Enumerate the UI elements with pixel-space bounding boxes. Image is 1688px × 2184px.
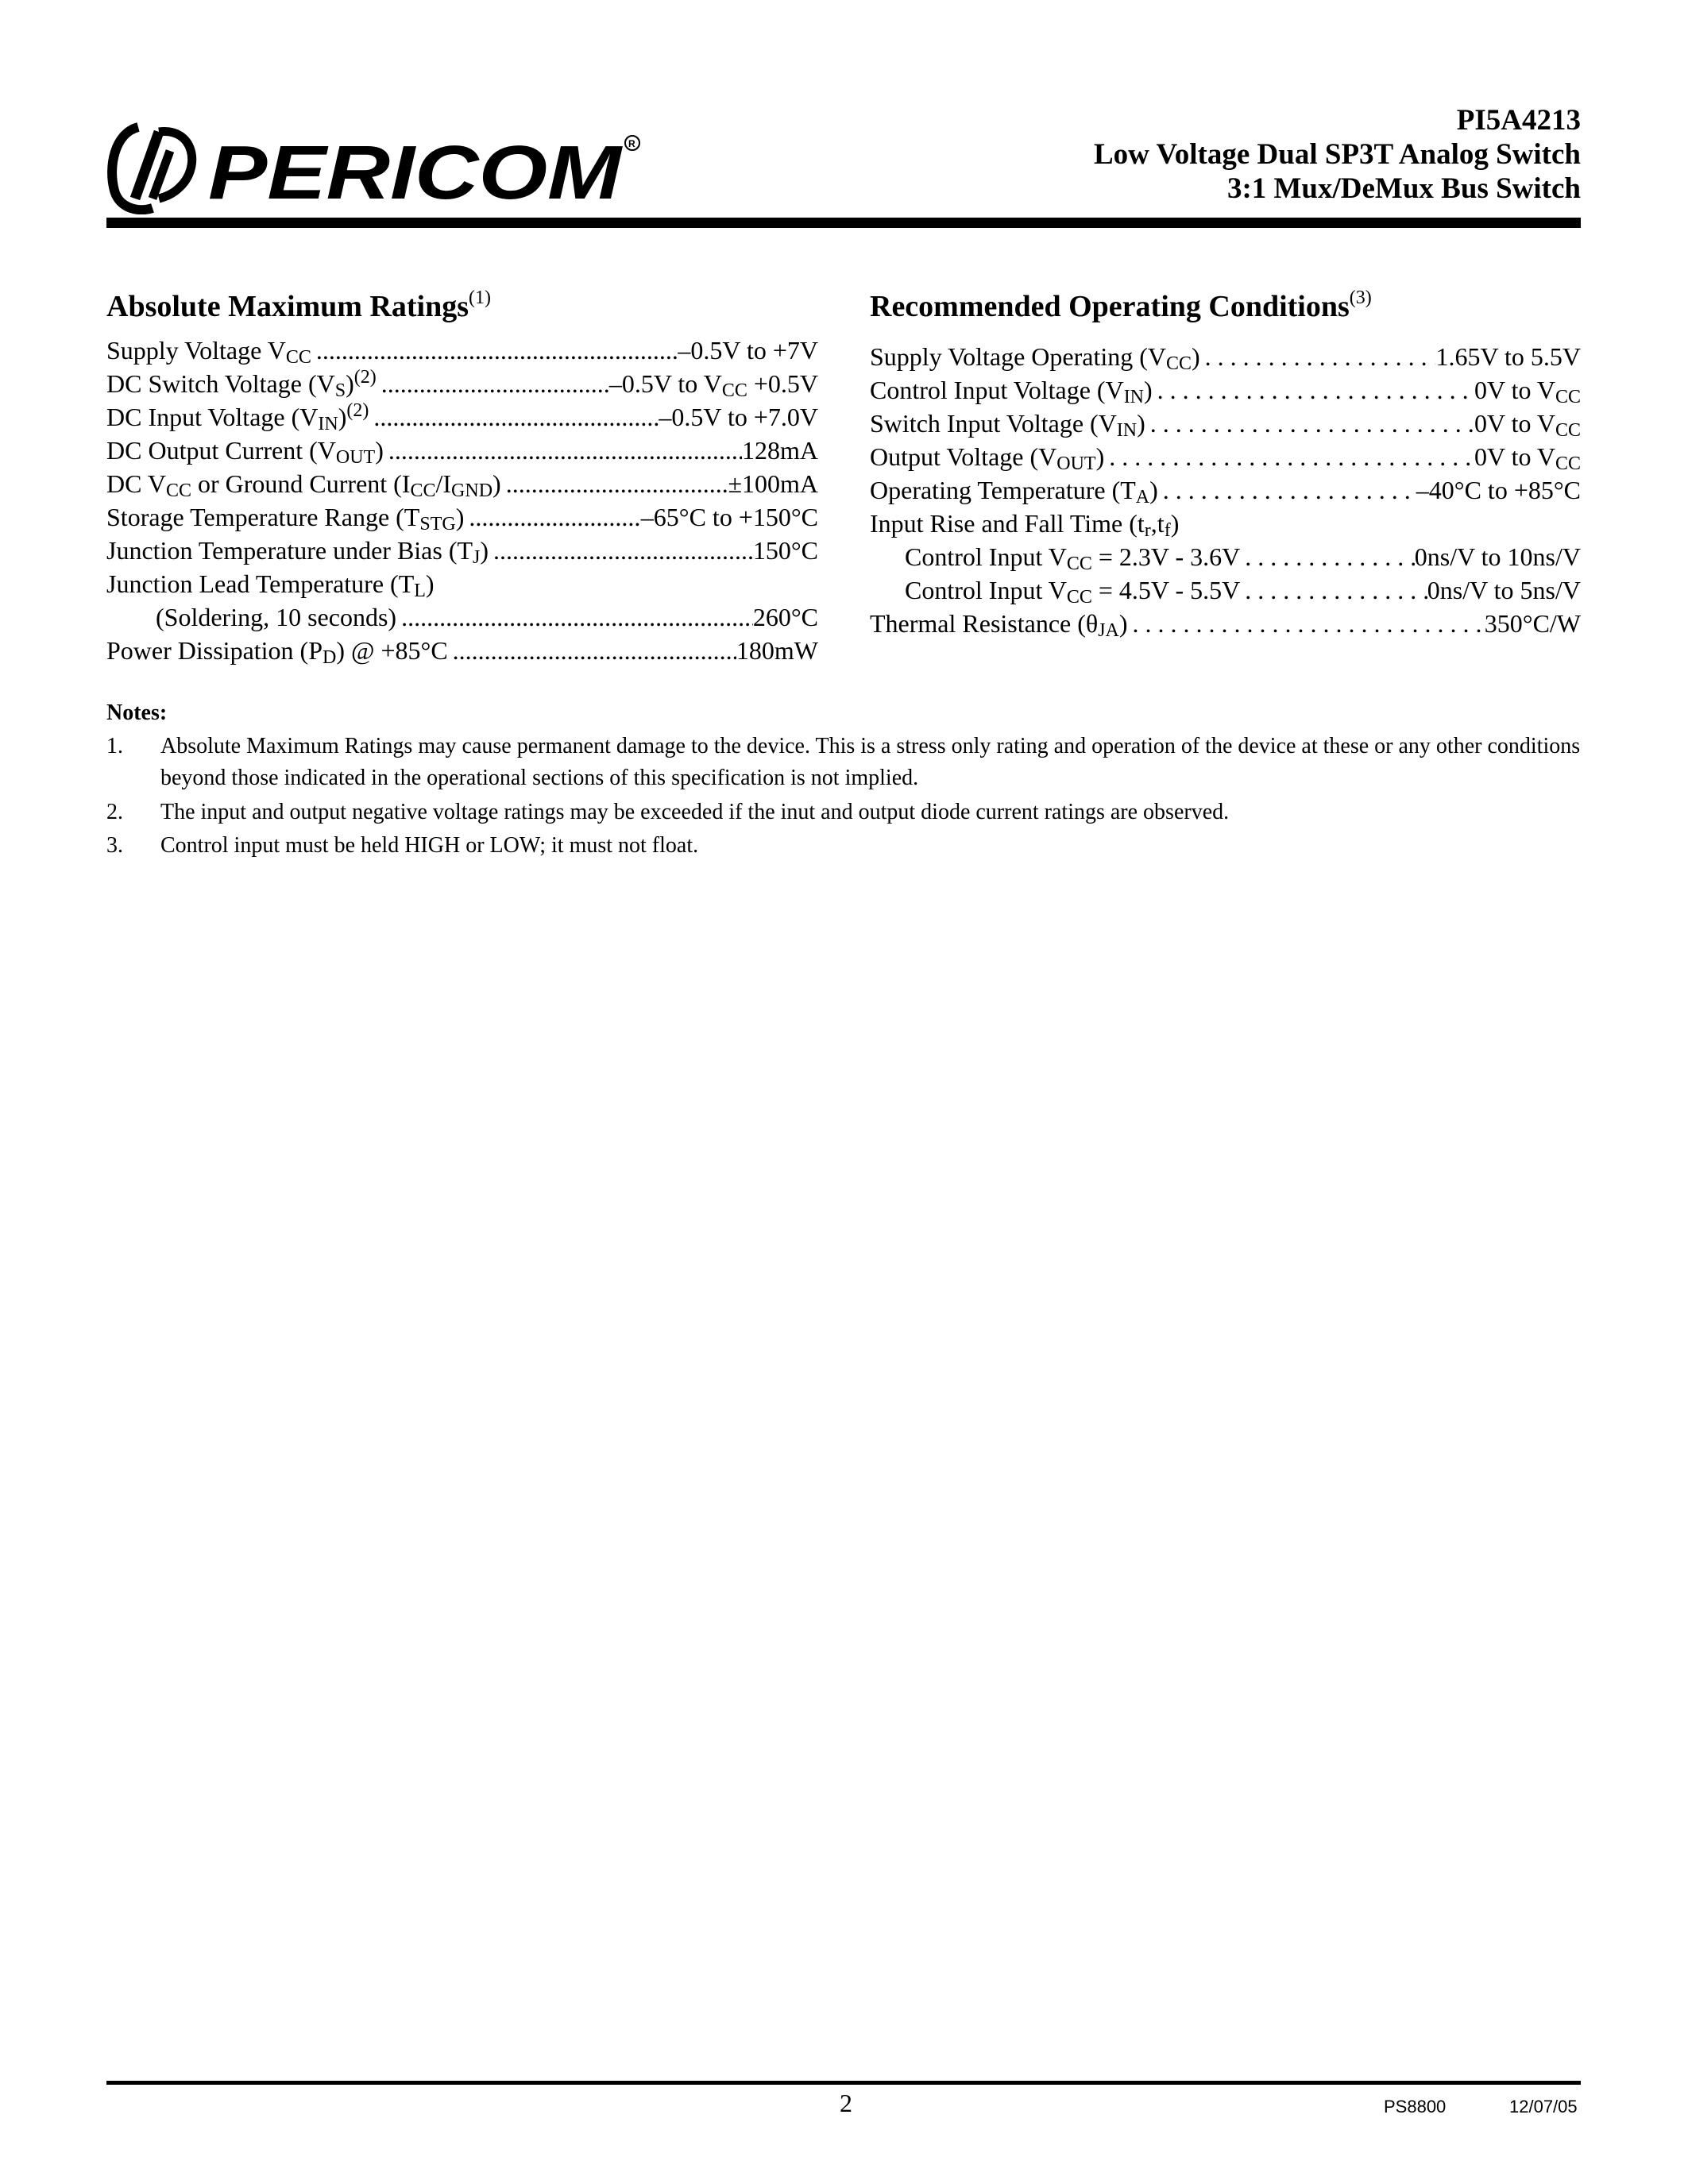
spec-label: DC Output Current $(V_{OUT})$ — [106, 436, 384, 468]
subtitle-line-1: Low Voltage Dual SP3T Analog Switch — [1093, 138, 1581, 171]
part-number: PI5A4213 — [1456, 104, 1581, 137]
spec-value: 0ns/V to 5ns/V — [1427, 576, 1581, 604]
leader-dots — [396, 600, 753, 634]
spec-value: –0.5V to +7V — [678, 336, 818, 365]
header-rule — [106, 218, 1581, 228]
absolute-max-heading: Absolute Maximum Ratings$^{(1)}$ — [106, 287, 492, 323]
svg-text:R: R — [628, 138, 635, 149]
spec-value: ±100mA — [728, 469, 818, 498]
document-date: 12/07/05 — [1509, 2097, 1578, 2116]
leader-dots — [1158, 473, 1416, 507]
note-item: 3. Control input must be held HIGH or LOW; it must not float. — [106, 833, 699, 858]
spec-row — [870, 573, 1581, 607]
absolute-max-table — [106, 334, 818, 667]
spec-label: DC $V_{CC}$ or Ground Current $(I_{CC}/I_{GND})$ — [106, 469, 501, 501]
spec-row — [106, 400, 818, 434]
spec-value: –0.5V to $V_{CC} +0.5V$ — [608, 369, 818, 401]
leader-dots — [1145, 407, 1474, 440]
spec-label: Switch Input Voltage $(V_{IN})$ — [870, 409, 1145, 441]
spec-label: Operating Temperature $(T_A)$ — [870, 476, 1158, 507]
spec-value: 350°C/W — [1484, 609, 1581, 638]
spec-row — [870, 440, 1581, 473]
pericom-emblem — [112, 127, 192, 210]
notes-heading: Notes: — [106, 700, 168, 725]
leader-dots — [1128, 607, 1485, 640]
subtitle-line-2: 3:1 Mux/DeMux Bus Switch — [1226, 172, 1581, 205]
spec-row — [106, 600, 818, 634]
spec-value: 150°C — [752, 536, 818, 565]
recommended-heading: Recommended Operating Conditions$^{(3)}$ — [870, 287, 1372, 323]
spec-label: Thermal Resistance $(\theta_{JA})$ — [870, 609, 1128, 641]
spec-value: 1.65V to 5.5V — [1435, 342, 1581, 371]
leader-dots — [464, 500, 640, 534]
leader-dots — [1104, 440, 1474, 473]
leader-dots — [489, 534, 753, 567]
note-item: 1. Absolute Maximum Ratings may cause permanent damage to the device. This is a stress only rating and operation of the device at these or any other conditions beyond those indicated in the operational sections of this specification is not implied. — [106, 734, 1581, 790]
spec-row — [870, 340, 1581, 373]
spec-label: Junction Lead Temperature $(T_L)$ — [106, 569, 435, 601]
spec-row — [106, 534, 818, 567]
note-item: 2. The input and output negative voltage ratings may be exceeded if the inut and output diode current ratings are observed. — [106, 800, 1230, 824]
spec-value: 128mA — [742, 436, 818, 465]
spec-value: 0V to $V_{CC}$ — [1474, 409, 1581, 441]
spec-row — [106, 334, 818, 367]
leader-dots — [501, 467, 728, 500]
spec-row — [870, 607, 1581, 640]
leader-dots — [377, 367, 609, 400]
leader-dots — [369, 400, 659, 434]
spec-row — [870, 540, 1581, 573]
spec-label: Supply Voltage $V_{CC}$ — [106, 336, 311, 368]
spec-label: Supply Voltage Operating $(V_{CC})$ — [870, 342, 1200, 374]
spec-row — [870, 473, 1581, 507]
logo-wordmark: PERICOM — [208, 130, 624, 214]
page-number: 2 — [840, 2089, 852, 2117]
spec-row — [106, 567, 818, 600]
spec-label: Storage Temperature Range $(T_{STG})$ — [106, 503, 465, 534]
leader-dots — [448, 634, 736, 667]
spec-value: –0.5V to +7.0V — [659, 403, 818, 431]
spec-row — [106, 434, 818, 467]
spec-label: (Soldering, 10 seconds) — [156, 603, 397, 631]
pericom-logo — [106, 119, 647, 214]
spec-label: Control Input $V_{CC} = 4.5V - 5.5V$ — [905, 576, 1241, 608]
leader-dots — [1153, 373, 1474, 407]
spec-value: 0V to $V_{CC}$ — [1474, 442, 1581, 474]
spec-label: DC Input Voltage $(V_{IN})^{(2)}$ — [106, 400, 369, 434]
spec-label: Control Input Voltage $(V_{IN})$ — [870, 376, 1153, 407]
spec-row — [870, 407, 1581, 440]
leader-dots — [1240, 540, 1415, 573]
spec-row — [106, 367, 818, 400]
spec-row — [106, 500, 818, 534]
spec-label: Power Dissipation $(P_D)$ @ +85°C — [106, 636, 448, 668]
leader-dots — [311, 334, 678, 367]
spec-value: –40°C to +85°C — [1416, 476, 1581, 504]
document-header — [1094, 103, 1581, 206]
spec-row — [106, 467, 818, 500]
leader-dots — [1240, 573, 1427, 607]
spec-label: Input Rise and Fall Time $(t_r,t_f)$ — [870, 509, 1180, 541]
spec-label: Control Input $V_{CC} = 2.3V - 3.6V$ — [905, 542, 1241, 574]
document-number: PS8800 — [1384, 2097, 1447, 2116]
spec-value: 180mW — [736, 636, 818, 665]
spec-value: –65°C to +150°C — [640, 503, 818, 531]
spec-value: 0ns/V to 10ns/V — [1414, 542, 1581, 571]
spec-value: 260°C — [752, 603, 818, 631]
spec-label: DC Switch Voltage $(V_S)^{(2)}$ — [106, 367, 377, 401]
spec-row — [106, 634, 818, 667]
spec-row — [870, 507, 1581, 540]
leader-dots — [1200, 340, 1436, 373]
leader-dots — [384, 434, 742, 467]
recommended-table — [870, 340, 1581, 640]
footer-rule — [106, 2081, 1581, 2085]
spec-row — [870, 373, 1581, 407]
spec-value: 0V to $V_{CC}$ — [1474, 376, 1581, 407]
spec-label: Junction Temperature under Bias $(T_J)$ — [106, 536, 489, 568]
spec-label: Output Voltage $(V_{OUT})$ — [870, 442, 1105, 474]
